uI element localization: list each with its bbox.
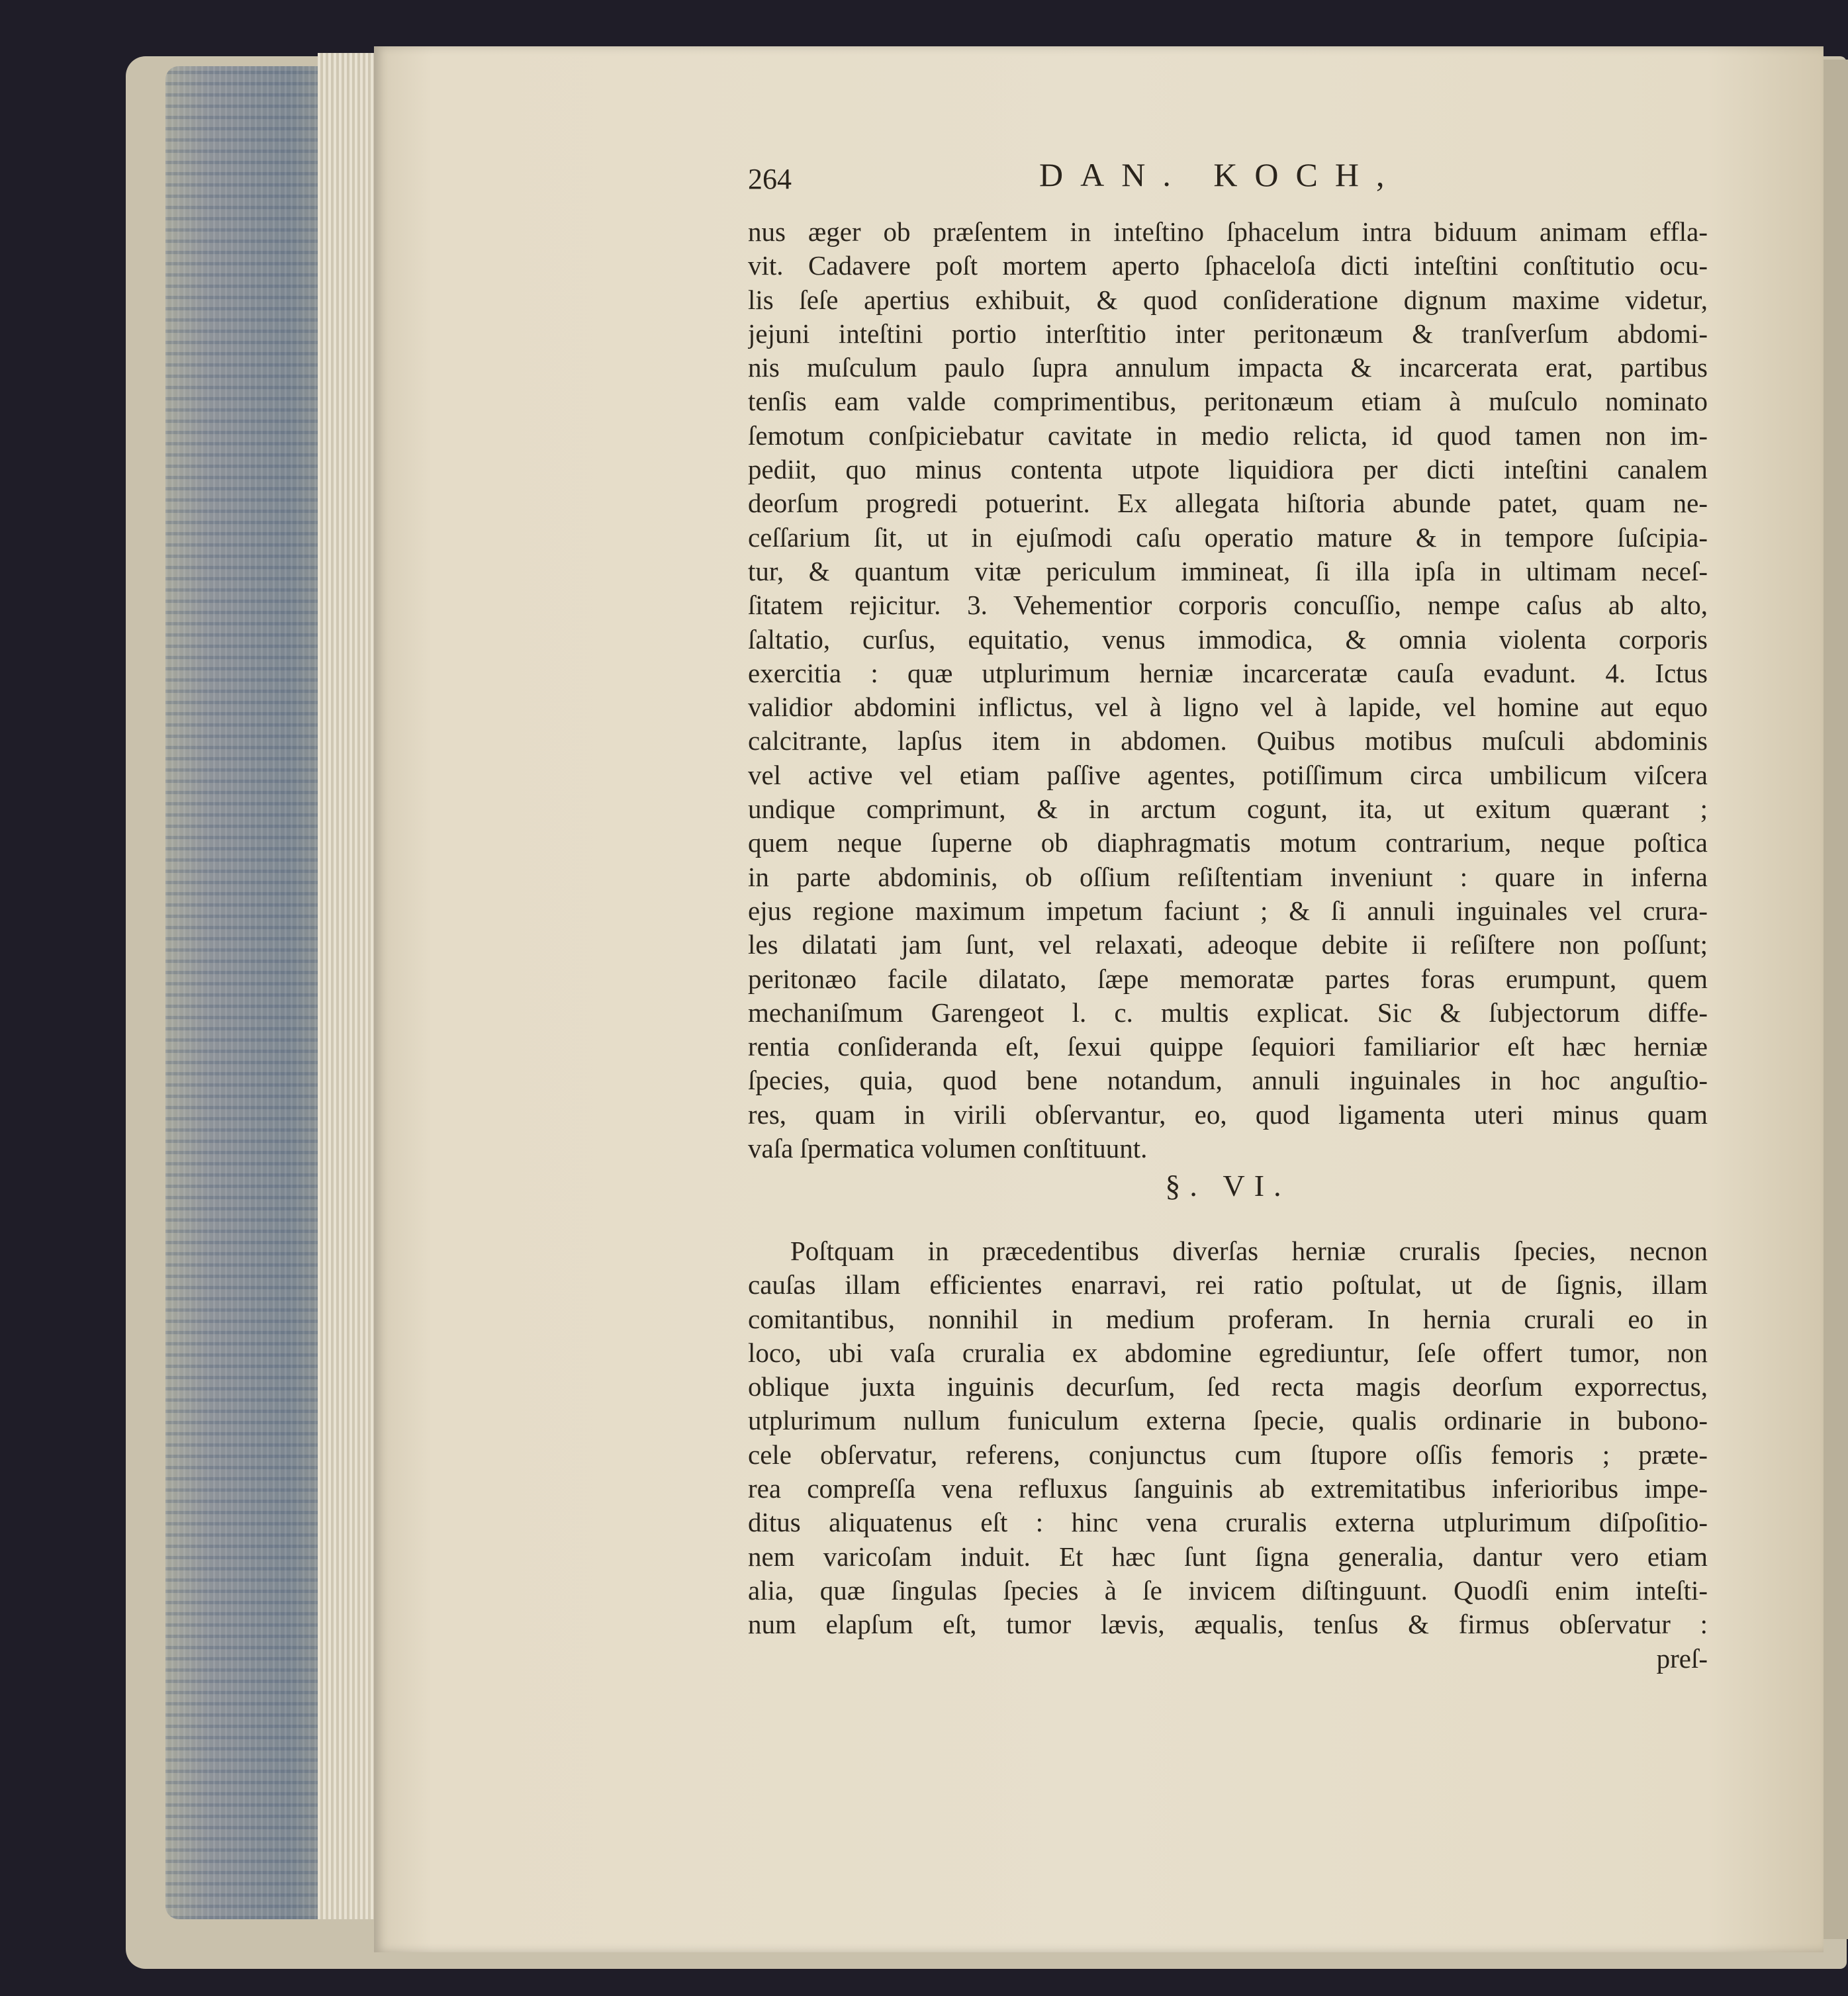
text-line: vit. Cadavere poſt mortem aperto ſphaceloſa dicti inteſtini conſtitutio ocu- <box>748 250 1708 281</box>
text-line: Poſtquam in præcedentibus diverſas herniæ cruralis ſpecies, necnon <box>790 1236 1708 1266</box>
text-line: validior abdomini inflictus, vel à ligno vel à lapide, vel homine aut equo <box>748 692 1708 723</box>
text-line: mechaniſmum Garengeot l. c. multis explicat. Sic & ſubjectorum diffe- <box>748 997 1708 1028</box>
text-line: nem varicoſam induit. Et hæc ſunt ſigna generalia, dantur vero etiam <box>748 1541 1708 1572</box>
text-line: les dilatati jam ſunt, vel relaxati, adeoque debite ii reſiſtere non poſſunt; <box>748 929 1708 960</box>
text-line: ejus regione maximum impetum faciunt ; & ſi annuli inguinales vel crura- <box>748 895 1708 926</box>
running-head: DAN. KOCH, <box>1039 156 1402 193</box>
text-line: rentia conſideranda eſt, ſexui quippe ſequiori familiarior eſt hæc herniæ <box>748 1031 1708 1062</box>
text-line: alia, quæ ſingulas ſpecies à ſe invicem diſtinguunt. Quodſi enim inteſti- <box>748 1574 1708 1606</box>
text-line: vaſa ſpermatica volumen conſtituunt. <box>748 1133 1148 1164</box>
text-line: jejuni inteſtini portio interſtitio inter peritonæum & tranſverſum abdomi- <box>748 318 1708 349</box>
page-number: 264 <box>748 163 792 195</box>
text-line: lis ſeſe apertius exhibuit, & quod conſideratione dignum maxime videtur, <box>748 284 1708 315</box>
text-line: tenſis eam valde comprimentibus, peritonæum etiam à muſculo nominato <box>748 386 1708 417</box>
text-line: ceſſarium ſit, ut in ejuſmodi caſu operatio mature & in tempore ſuſcipia- <box>748 522 1708 553</box>
text-line: peritonæo facile dilatato, ſæpe memoratæ partes foras erumpunt, quem <box>748 963 1708 994</box>
text-line: utplurimum nullum funiculum externa ſpecie, qualis ordinarie in bubono- <box>748 1405 1708 1436</box>
text-line: oblique juxta inguinis decurſum, ſed recta magis deorſum exporrectus, <box>748 1371 1708 1402</box>
text-line: loco, ubi vaſa cruralia ex abdomine egrediuntur, ſeſe offert tumor, non <box>748 1337 1708 1368</box>
text-line: ditus aliquatenus eſt : hinc vena cruralis externa utplurimum diſpoſitio- <box>748 1507 1708 1538</box>
section-heading: §. VI. <box>1165 1169 1291 1202</box>
text-line: num elapſum eſt, tumor lævis, æqualis, tenſus & firmus obſervatur : <box>748 1609 1708 1640</box>
text-line: res, quam in virili obſervantur, eo, quod ligamenta uteri minus quam <box>748 1099 1708 1130</box>
text-line: tur, & quantum vitæ periculum immineat, ſi illa ipſa in ultimam neceſ- <box>748 555 1708 586</box>
text-line: comitantibus, nonnihil in medium proferam. In hernia crurali eo in <box>748 1303 1708 1334</box>
facing-page-edge <box>1824 60 1848 1939</box>
text-line: exercitia : quæ utplurimum herniæ incarceratæ cauſa evadunt. 4. Ictus <box>748 657 1708 688</box>
paragraph-1 <box>748 215 1708 1165</box>
text-line: in parte abdominis, ob oſſium reſiſtentiam inveniunt : quare in inferna <box>748 861 1708 892</box>
text-line: vel active vel etiam paſſive agentes, potiſſimum circa umbilicum viſcera <box>748 759 1708 790</box>
text-line: ſaltatio, curſus, equitatio, venus immodica, & omnia violenta corporis <box>748 623 1708 655</box>
paragraph-2 <box>748 1234 1708 1676</box>
text-line: ſemotum conſpiciebatur cavitate in medio relicta, id quod tamen non im- <box>748 420 1708 451</box>
page-edge-highlight <box>318 53 377 1919</box>
text-line: pediit, quo minus contenta utpote liquidiora per dicti inteſtini canalem <box>748 454 1708 485</box>
text-line: ſitatem rejicitur. 3. Vehementior corporis concuſſio, nempe caſus ab alto, <box>748 590 1708 621</box>
text-line: quem neque ſuperne ob diaphragmatis motum contrarium, neque poſtica <box>748 827 1708 858</box>
text-line: nus æger ob præſentem in inteſtino ſphacelum intra biduum animam effla- <box>748 216 1708 247</box>
text-line: calcitrante, lapſus item in abdomen. Quibus motibus muſculi abdominis <box>748 725 1708 756</box>
text-line: undique comprimunt, & in arctum cogunt, ita, ut exitum quærant ; <box>748 794 1708 825</box>
text-line: cele obſervatur, referens, conjunctus cum ſtupore oſſis femoris ; præte- <box>748 1439 1708 1470</box>
text-line: ſpecies, quia, quod bene notandum, annuli inguinales in hoc anguſtio- <box>748 1065 1708 1096</box>
text-line: cauſas illam efficientes enarravi, rei ratio poſtulat, ut de ſignis, illam <box>748 1269 1708 1300</box>
page-header <box>748 156 1708 202</box>
catchword: preſ- <box>1656 1643 1708 1674</box>
text-line: deorſum progredi potuerint. Ex allegata hiſtoria abunde patet, quam ne- <box>748 488 1708 519</box>
text-line: rea compreſſa vena refluxus ſanguinis ab extremitatibus inferioribus impe- <box>748 1473 1708 1504</box>
text-line: nis muſculum paulo ſupra annulum impacta & incarcerata erat, partibus <box>748 352 1708 383</box>
